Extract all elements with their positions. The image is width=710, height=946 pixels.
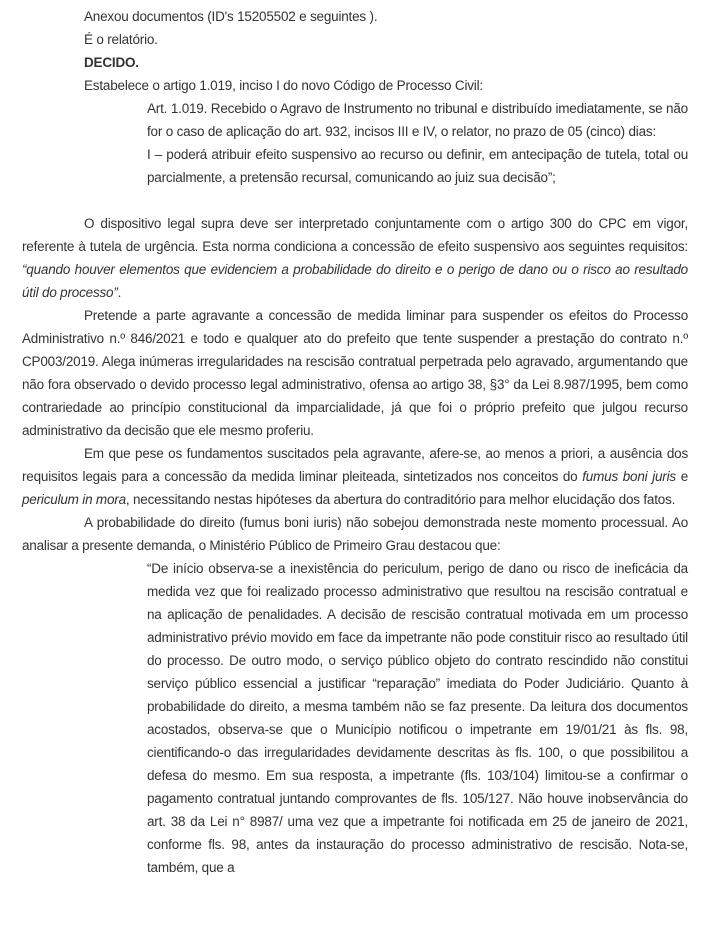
paragraph-decido-heading: DECIDO. — [84, 55, 139, 70]
paragraph-dispositivo-legal: O dispositivo legal supra deve ser interpretado conjuntamente com o artigo 300 do CPC em vigor, referente à tutela de urgência. Esta norma condiciona a concessão de efeito suspensivo aos seguintes requisitos: “quando houver elementos que evidenciem a probabilidade do direito e o perigo de dano ou o risco ao resultado útil do processo”. — [22, 216, 688, 300]
blockquote-art-1019-caput: Art. 1.019. Recebido o Agravo de Instrumento no tribunal e distribuído imediatamente, se não for o caso de aplicação do art. 932, incisos III e IV, o relator, no prazo de 05 (cinco) dias: — [147, 101, 688, 139]
paragraph-em-que-pese: Em que pese os fundamentos suscitados pela agravante, afere-se, ao menos a priori, a ausência dos requisitos legais para a concessão da medida liminar pleiteada, sintetizados nos conceitos do fumus boni juris e periculum in mora, necessitando nestas hipóteses da abertura do contraditório para melhor elucidação dos fatos. — [22, 446, 689, 507]
blockquote-ministerio-publico: “De início observa-se a inexistência do periculum, perigo de dano ou risco de ineficácia da medida vez que foi realizado processo administrativo que resultou na rescisão contratual e na aplicação de penalidades. A decisão de rescisão contratual motivada em um processo administrativo prévio movido em face da impetrante não pode constituir risco ao resultado útil do processo. De outro modo, o serviço público objeto do contrato rescindido não constitui serviço público essencial a justificar “reparação” imediata do Poder Judiciário. Quanto à probabilidade do direito, a mesma também não se faz presente. Da leitura dos documentos acostados, observa-se que o Município notificou o impetrante em 19/01/21 às fls. 98, cientificando-o das irregularidades devidamente descritas às fls. 100, o que possibilitou a defesa do mesmo. Em sua resposta, a impetrante (fls. 103/104) limitou-se a confirmar o pagamento contratual juntando comprovantes de fls. 105/127. Não houve inobservância do art. 38 da Lei n° 8987/ uma vez que a impetrante foi notificada em 25 de janeiro de 2021, conforme fls. 98, antes da instauração do processo administrativo de rescisão. Nota-se, também, que a — [147, 561, 688, 875]
paragraph-relatorio: É o relatório. — [84, 32, 158, 47]
paragraph-estabelece-artigo: Estabelece o artigo 1.019, inciso I do novo Código de Processo Civil: — [84, 78, 483, 93]
paragraph-pretende-agravante: Pretende a parte agravante a concessão de medida liminar para suspender os efeitos do Processo Administrativo n.º 846/2021 e todo e qualquer ato do prefeito que tente suspender a prestação do contrato n.º CP003/2019. Alega inúmeras irregularidades na rescisão contratual perpetrada pelo agravado, argumentando que não fora observado o devido processo legal administrativo, ofensa ao artigo 38, §3° da Lei 8.987/1995, bem como contrariedade ao princípio constitucional da imparcialidade, já que foi o próprio prefeito que julgou recurso administrativo da decisão que ele mesmo proferiu. — [22, 308, 688, 438]
paragraph-anexou-documentos: Anexou documentos (ID's 15205502 e seguintes ). — [84, 9, 378, 24]
blockquote-art-1019-inciso-i: I – poderá atribuir efeito suspensivo ao recurso ou definir, em antecipação de tutela, total ou parcialmente, a pretensão recursal, comunicando ao juiz sua decisão”; — [147, 147, 688, 185]
paragraph-probabilidade-direito: A probabilidade do direito (fumus boni iuris) não sobejou demonstrada neste momento processual. Ao analisar a presente demanda, o Ministério Público de Primeiro Grau destacou que: — [22, 515, 688, 553]
